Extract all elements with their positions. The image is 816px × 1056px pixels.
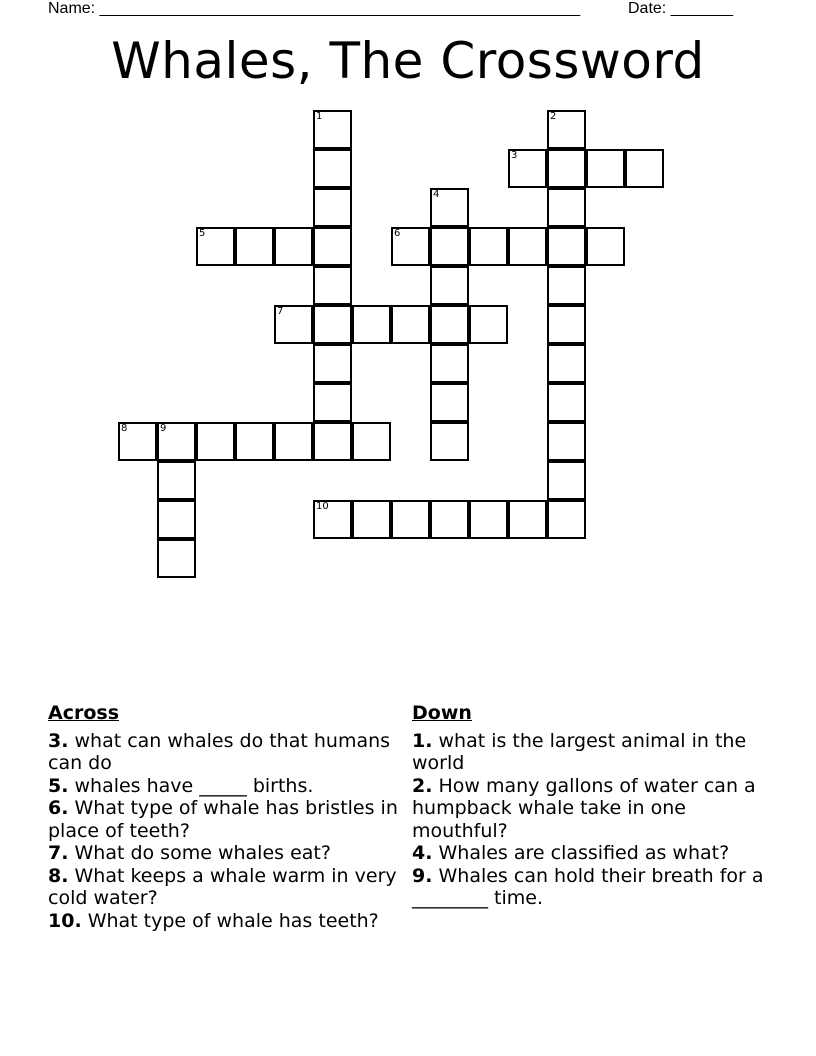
clue-number: 4. xyxy=(412,842,433,864)
cell-number: 2 xyxy=(550,111,557,122)
across-clue-list xyxy=(48,730,408,933)
down-clue xyxy=(412,865,772,910)
crossword-cell[interactable] xyxy=(157,422,196,461)
clue-text: What type of whale has teeth? xyxy=(81,909,379,932)
crossword-cell[interactable] xyxy=(430,227,469,266)
crossword-cell[interactable] xyxy=(469,500,508,539)
crossword-cell[interactable] xyxy=(547,227,586,266)
clue-number: 10. xyxy=(48,909,82,932)
crossword-cell[interactable] xyxy=(313,422,352,461)
across-clues xyxy=(48,702,408,932)
clue-text: Whales are classified as what? xyxy=(432,842,730,864)
crossword-cell[interactable] xyxy=(547,110,586,149)
crossword-cell[interactable] xyxy=(391,500,430,539)
name-field-label[interactable]: Name: ______________________________________________________ xyxy=(48,0,581,17)
crossword-cell[interactable] xyxy=(157,539,196,578)
date-field-label[interactable]: Date: _______ xyxy=(628,0,733,17)
crossword-cell[interactable] xyxy=(508,227,547,266)
crossword-cell[interactable] xyxy=(313,110,352,149)
crossword-cell[interactable] xyxy=(547,461,586,500)
crossword-cell[interactable] xyxy=(313,305,352,344)
crossword-cell[interactable] xyxy=(313,344,352,383)
cell-number: 7 xyxy=(277,306,284,317)
crossword-cell[interactable] xyxy=(469,305,508,344)
crossword-cell[interactable] xyxy=(547,266,586,305)
clue-number: 5. xyxy=(48,774,69,797)
crossword-cell[interactable] xyxy=(157,500,196,539)
down-clue xyxy=(412,730,772,775)
crossword-cell[interactable] xyxy=(274,305,313,344)
crossword-cell[interactable] xyxy=(352,422,391,461)
cell-number: 8 xyxy=(121,423,128,434)
across-clue xyxy=(48,775,408,798)
crossword-cell[interactable] xyxy=(391,227,430,266)
page-title: Whales, The Crossword xyxy=(111,32,705,90)
cell-number: 3 xyxy=(511,150,518,161)
down-clue-list xyxy=(412,730,772,910)
cell-number: 4 xyxy=(433,189,440,200)
crossword-cell[interactable] xyxy=(157,461,196,500)
clue-text: What type of whale has bristles in place of teeth? xyxy=(48,797,398,842)
crossword-cell[interactable] xyxy=(430,188,469,227)
clue-number: 9. xyxy=(412,864,433,887)
crossword-cell[interactable] xyxy=(586,227,625,266)
crossword-cell[interactable] xyxy=(547,500,586,539)
across-clue xyxy=(48,910,408,933)
crossword-cell[interactable] xyxy=(430,305,469,344)
clue-text: whales have _____ births. xyxy=(68,774,314,797)
clue-number: 8. xyxy=(48,864,69,887)
crossword-cell[interactable] xyxy=(274,422,313,461)
crossword-cell[interactable] xyxy=(352,500,391,539)
crossword-cell[interactable] xyxy=(508,149,547,188)
crossword-cell[interactable] xyxy=(313,500,352,539)
crossword-cell[interactable] xyxy=(118,422,157,461)
clue-text: what is the largest animal in the world xyxy=(412,729,747,774)
crossword-cell[interactable] xyxy=(313,383,352,422)
cell-number: 1 xyxy=(316,111,323,122)
crossword-cell[interactable] xyxy=(547,383,586,422)
crossword-cell[interactable] xyxy=(235,227,274,266)
clue-number: 3. xyxy=(48,729,69,752)
clue-number: 7. xyxy=(48,842,69,864)
clue-text: How many gallons of water can a humpback whale take in one mouthful? xyxy=(412,774,756,842)
crossword-cell[interactable] xyxy=(430,344,469,383)
across-clue xyxy=(48,797,408,842)
clue-text: what can whales do that humans can do xyxy=(48,729,391,774)
crossword-cell[interactable] xyxy=(313,188,352,227)
crossword-cell[interactable] xyxy=(586,149,625,188)
crossword-cell[interactable] xyxy=(391,305,430,344)
crossword-cell[interactable] xyxy=(547,344,586,383)
across-clue xyxy=(48,842,408,865)
crossword-cell[interactable] xyxy=(235,422,274,461)
crossword-cell[interactable] xyxy=(469,227,508,266)
cell-number: 9 xyxy=(160,423,167,434)
crossword-cell[interactable] xyxy=(547,149,586,188)
down-clues xyxy=(412,702,772,910)
crossword-cell[interactable] xyxy=(625,149,664,188)
crossword-cell[interactable] xyxy=(352,305,391,344)
crossword-cell[interactable] xyxy=(196,422,235,461)
crossword-cell[interactable] xyxy=(547,305,586,344)
crossword-cell[interactable] xyxy=(274,227,313,266)
down-heading: Down xyxy=(412,702,472,724)
clue-number: 1. xyxy=(412,729,433,752)
cell-number: 6 xyxy=(394,228,401,239)
clue-text: What keeps a whale warm in very cold water? xyxy=(48,864,397,909)
down-clue xyxy=(412,842,772,865)
crossword-cell[interactable] xyxy=(547,422,586,461)
across-heading: Across xyxy=(48,702,120,724)
crossword-cell[interactable] xyxy=(313,266,352,305)
crossword-cell[interactable] xyxy=(430,383,469,422)
clue-number: 6. xyxy=(48,797,69,819)
clue-text: Whales can hold their breath for a ________ time. xyxy=(412,864,764,909)
crossword-cell[interactable] xyxy=(430,500,469,539)
crossword-cell[interactable] xyxy=(547,188,586,227)
clue-number: 2. xyxy=(412,774,433,797)
crossword-cell[interactable] xyxy=(430,422,469,461)
cell-number: 10 xyxy=(316,501,329,512)
across-clue xyxy=(48,865,408,910)
across-clue xyxy=(48,730,408,775)
down-clue xyxy=(412,775,772,843)
crossword-cell[interactable] xyxy=(196,227,235,266)
crossword-cell[interactable] xyxy=(508,500,547,539)
cell-number: 5 xyxy=(199,228,206,239)
crossword-cell[interactable] xyxy=(430,266,469,305)
crossword-cell[interactable] xyxy=(313,149,352,188)
clue-text: What do some whales eat? xyxy=(68,842,331,864)
crossword-cell[interactable] xyxy=(313,227,352,266)
